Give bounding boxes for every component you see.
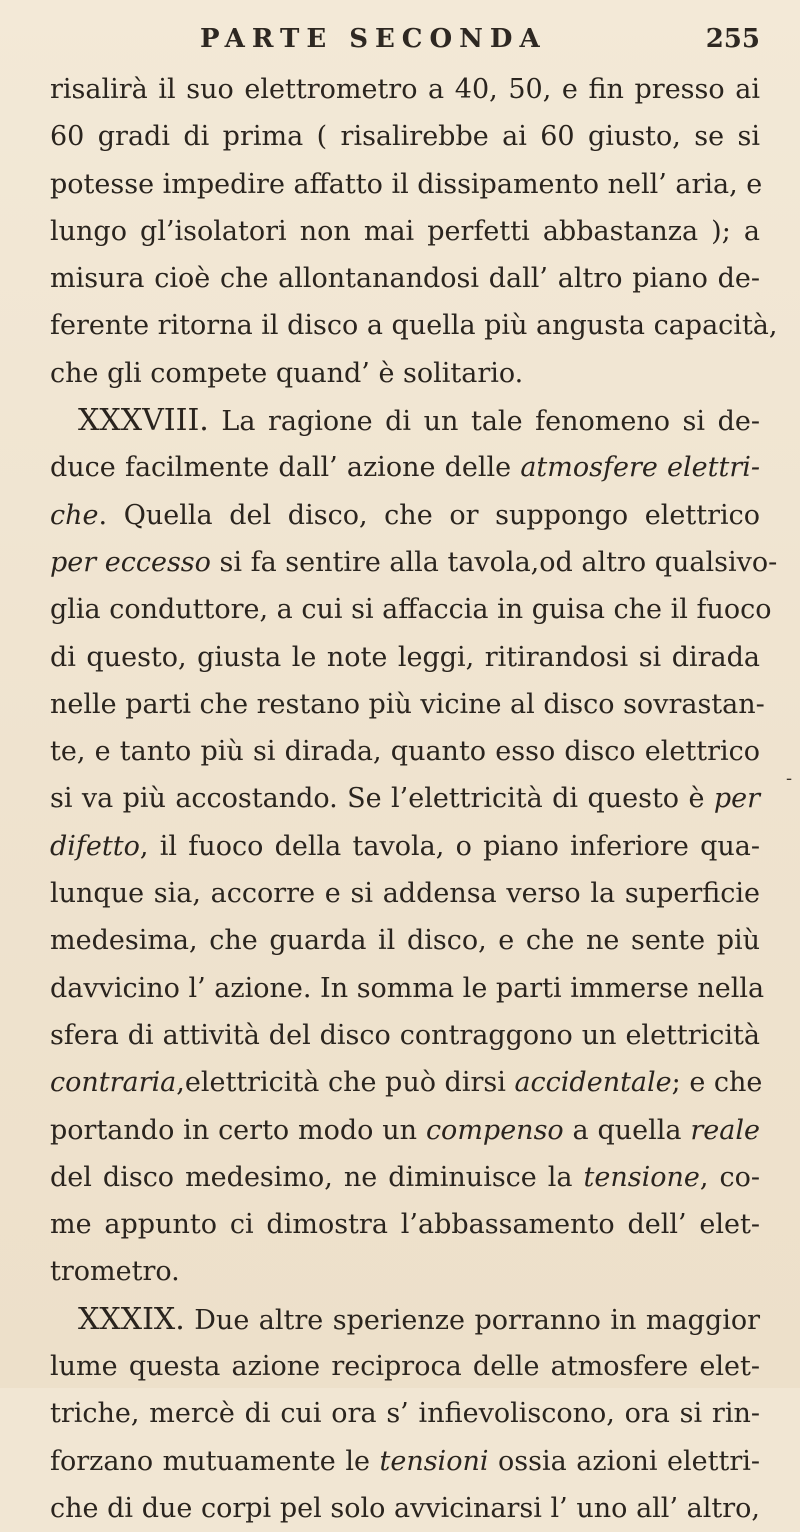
text-segment: Due altre sperienze porranno in maggior xyxy=(184,1304,760,1336)
margin-mark: - xyxy=(786,768,793,789)
text-line xyxy=(50,113,760,160)
text-segment: lunque sia, accorre e si addensa verso la superficie xyxy=(50,878,760,910)
text-line xyxy=(50,350,760,397)
text-segment: risalirà il suo elettrometro a 40, 50, e fin presso ai xyxy=(50,74,760,105)
text-line xyxy=(50,1296,760,1343)
text-segment: del disco medesimo, ne diminuisce la xyxy=(50,1161,584,1193)
text-line xyxy=(50,1343,760,1390)
text-body xyxy=(50,66,778,1532)
text-line xyxy=(50,965,765,1012)
text-line xyxy=(50,161,763,208)
text-line xyxy=(50,255,760,302)
text-line xyxy=(50,1438,760,1485)
emphasized-text: per xyxy=(713,783,760,815)
text-line xyxy=(50,302,778,349)
text-segment: ; e che xyxy=(671,1067,763,1099)
text-line xyxy=(50,1059,763,1106)
emphasized-text: difetto xyxy=(50,830,140,862)
text-line xyxy=(50,1154,760,1201)
text-line xyxy=(50,1201,760,1248)
text-segment: 60 gradi di prima ( risalirebbe ai 60 giusto, se si xyxy=(50,121,760,153)
text-segment: glia conduttore, a cui si affaccia in guisa che il fuoco xyxy=(50,594,772,626)
text-segment: nelle parti che restano più vicine al disco sovrastan- xyxy=(50,688,765,720)
text-segment: , il fuoco della tavola, o piano inferiore qua- xyxy=(139,830,760,862)
text-segment: di questo, giusta le note leggi, ritirandosi si dirada xyxy=(50,641,760,673)
text-line xyxy=(50,492,760,539)
text-segment: , co- xyxy=(699,1161,760,1193)
text-line xyxy=(50,1107,760,1154)
text-line xyxy=(50,728,760,775)
text-line xyxy=(50,681,765,728)
section-number: XXXIX. xyxy=(78,1301,185,1337)
emphasized-text: per eccesso xyxy=(50,546,211,578)
page-number: 255 xyxy=(705,24,760,54)
emphasized-text: che xyxy=(50,499,99,531)
text-segment: davvicino l’ azione. In somma le parti immerse nella xyxy=(50,972,765,1004)
text-segment: me appunto ci dimostra l’abbassamento dell’ elet- xyxy=(50,1209,760,1241)
emphasized-text: reale xyxy=(690,1114,760,1146)
text-line xyxy=(50,917,760,964)
text-line xyxy=(50,1012,760,1059)
emphasized-text: tensioni xyxy=(379,1445,489,1477)
section-number: XXXVIII. xyxy=(78,403,209,439)
text-line xyxy=(50,775,760,822)
text-line xyxy=(50,823,760,870)
text-segment: medesima, che guarda il disco, e che ne sente più xyxy=(50,925,760,957)
text-line xyxy=(50,539,778,586)
text-segment: forzano mutuamente le xyxy=(50,1445,380,1477)
text-line xyxy=(50,444,760,491)
text-segment: si va più accostando. Se l’elettricità di questo è xyxy=(50,783,714,815)
text-line xyxy=(50,1390,760,1437)
text-segment: ,elettricità che può dirsi xyxy=(176,1067,515,1099)
text-segment: duce facilmente dall’ azione delle xyxy=(50,452,521,484)
running-title: PARTE SECONDA xyxy=(200,24,547,54)
emphasized-text: accidentale xyxy=(514,1067,672,1099)
text-segment: che gli compete quand’ è solitario. xyxy=(50,357,524,389)
text-segment: lungo gl’isolatori non mai perfetti abbastanza ); a xyxy=(50,215,760,247)
text-segment: ferente ritorna il disco a quella più angusta capacità, xyxy=(50,310,778,342)
text-line xyxy=(50,66,760,113)
text-segment: misura cioè che allontanandosi dall’ altro piano de- xyxy=(50,263,760,295)
emphasized-text: compenso xyxy=(425,1114,564,1146)
text-segment: portando in certo modo un xyxy=(50,1114,426,1146)
emphasized-text: atmosfere elettri- xyxy=(520,452,760,484)
text-segment: a quella xyxy=(563,1114,691,1146)
emphasized-text: contraria xyxy=(50,1067,177,1099)
text-segment: triche, mercè di cui ora s’ infievoliscono, ora si rin- xyxy=(50,1398,760,1430)
text-line xyxy=(50,586,772,633)
text-segment: si fa sentire alla tavola,od altro qualsivo- xyxy=(210,546,778,578)
running-head xyxy=(200,20,760,60)
text-segment: potesse impedire affatto il dissipamento nell’ aria, e xyxy=(50,168,763,200)
text-segment: La ragione di un tale fenomeno si de- xyxy=(208,406,760,438)
text-segment: . Quella del disco, che or suppongo elettrico xyxy=(98,499,760,531)
text-segment: lume questa azione reciproca delle atmosfere elet- xyxy=(50,1351,760,1383)
emphasized-text: tensione xyxy=(583,1161,700,1193)
text-line xyxy=(50,208,760,255)
text-line xyxy=(50,397,760,444)
text-segment: trometro. xyxy=(50,1256,180,1288)
text-segment: te, e tanto più si dirada, quanto esso disco elettrico xyxy=(50,736,760,768)
text-line xyxy=(50,1485,760,1532)
text-line xyxy=(50,1248,760,1295)
text-line xyxy=(50,870,760,917)
text-segment: sfera di attività del disco contraggono un elettricità xyxy=(50,1019,760,1051)
text-segment: ossia azioni elettri- xyxy=(488,1445,760,1477)
text-line xyxy=(50,634,760,681)
text-segment: che di due corpi pel solo avvicinarsi l’ uno all’ altro, xyxy=(50,1492,760,1524)
